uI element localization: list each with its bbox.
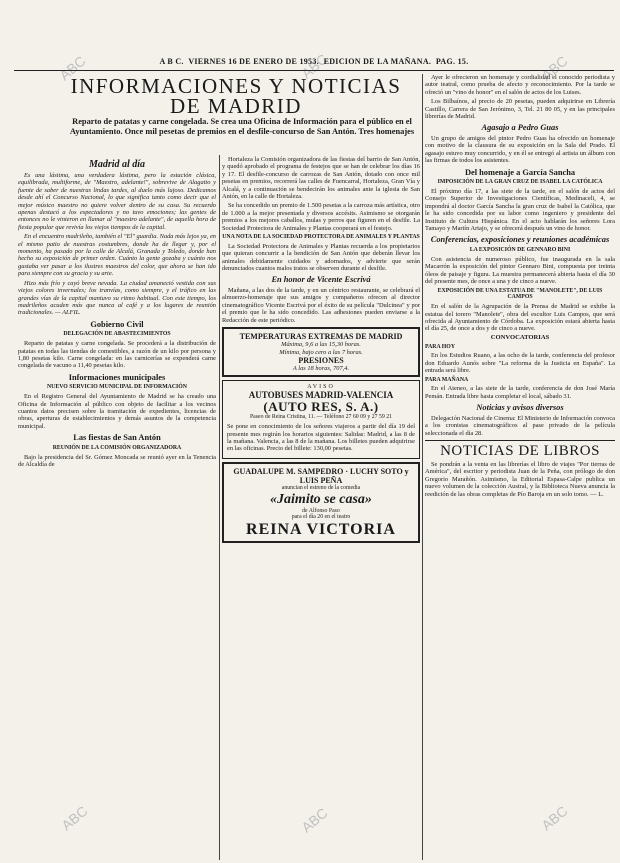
bini-subheading: LA EXPOSICIÓN DE GENNARO BINI bbox=[469, 247, 571, 254]
agasajo-text: Un grupo de amigos del pintor Pedro Guas ha ofrecido un homenaje con motivo de la clausura de su exposición en la Sala del Prado. El agasajo estuvo muy concurrido, y en él se entregó al artista un álbum con las firmas de todos los asistentes. bbox=[425, 135, 615, 165]
watermark: ABC bbox=[58, 802, 91, 834]
main-deck: Reparto de patatas y carne congelada. Se crea una Oficina de Información para el público en el Ayuntamiento. Once mil pesetas de premios en el desfile-concurso de San Antón. Tres homenajes bbox=[69, 117, 415, 136]
pressures-value: A las 18 horas, 707,4. bbox=[292, 364, 350, 372]
column-3 bbox=[425, 74, 615, 860]
running-head-date: VIERNES 16 DE ENERO DE 1953. bbox=[188, 57, 319, 66]
escriva-heading: En honor de Vicente Escrivá bbox=[271, 275, 371, 285]
fiestas-san-anton-heading: Las fiestas de San Antón bbox=[73, 433, 161, 443]
fiestas-san-anton-continued: Hortaleza la Comisión organizadora de las fiestas del barrio de San Antón, y quedó aprobado el programa de festejos que se han de celebrar los días 16 y 17. El desfile-concurso de carrozas de San Antón, dotado con once mil pesetas en premios, recorrerá las calles de Fuencarral, Hortaleza, Gran Vía y Alcalá, y a continuación se bendecirán los animales ante la iglesia de San Antón, en la calle de Hortaleza. bbox=[222, 156, 420, 201]
manolete-text: En el salón de la Agrupación de la Prensa de Madrid se exhibe la estatua del torero "Manolete", obra del escultor Luis Campos, que será ofrecida al Ayuntamiento de Córdoba. La exposición estará abierta hasta el día 25, de once a dos y de cinco a nueve. bbox=[425, 303, 615, 333]
madrid-al-dia-heading: Madrid al día bbox=[88, 159, 146, 170]
sancha-subheading: IMPOSICIÓN DE LA GRAN CRUZ DE ISABEL LA CATÓLICA bbox=[437, 179, 603, 186]
noticias-avisos-heading: Noticias y avisos diversos bbox=[476, 403, 564, 413]
protectora-text: La Sociedad Protectora de Animales y Plantas recuerda a los propietarios que quieran concurrir a la bendición de San Antón que deberán llevar los animales debidamente cuidados y adornados, y advierte que serán denunciados cuantos malos tratos se observen durante el desfile. bbox=[222, 242, 420, 273]
running-head-page: PAG. 15. bbox=[435, 57, 469, 66]
conferencias-heading: Conferencias, exposiciones y reuniones académicas bbox=[430, 235, 610, 245]
theatre-ad-author: de Alfonso Paso bbox=[302, 507, 340, 514]
theatre-ad-play: «Jaimito se casa» bbox=[270, 491, 372, 507]
watermark: ABC bbox=[298, 50, 331, 82]
bilbainos-text: Los Bilbaínos, al precio de 20 pesetas, pueden adquirirse en Librería Castillo, Carrera de San Jerónimo, 3, Tel. 21 80 05, y en las principales librerías de Madrid. bbox=[425, 98, 615, 121]
sancha-heading: Del homenaje a García Sancha bbox=[464, 167, 576, 177]
informaciones-municipales-heading: Informaciones municipales bbox=[68, 372, 166, 382]
theatre-ad-box bbox=[222, 462, 420, 543]
para-manana-label: PARA MAÑANA bbox=[425, 376, 469, 383]
bus-notice-box bbox=[222, 380, 420, 458]
para-hoy-text: En los Estudios Ruano, a las ocho de la tarde, conferencia del profesor don Eduardo Aunós sobre "La reforma de la Justicia en España". La entrada será libre. bbox=[425, 352, 615, 375]
homenaje-text: Ayer le ofrecieron un homenaje y cordialidad el conocido periodista y autor teatral, como prueba de afecto y reconocimiento. Por la tarde se ofreció un "vino de honor" en el salón de actos de los Luises. bbox=[425, 74, 615, 96]
watermark: ABC bbox=[538, 52, 571, 84]
temperatures-min: Mínima, bajo cero a las 7 horas. bbox=[279, 348, 363, 356]
column-2 bbox=[222, 156, 420, 860]
convocatorias-heading: CONVOCATORIAS bbox=[490, 333, 550, 341]
bus-notice-company: (AUTO RES, S. A.) bbox=[263, 399, 379, 415]
watermark: ABC bbox=[56, 52, 89, 84]
fiestas-san-anton-continued: Se ha concedido un premio de 1.500 pesetas a la carroza más artística, otro de 1.000 a la mejor presentada y diversos accésits. Asimismo se otorgarán premios a los mejores caballos, mulas y perros que figuren en el desfile. La Sociedad Protectora de Animales y Plantas cooperará en el festejo. bbox=[222, 202, 420, 232]
temperatures-box bbox=[222, 327, 420, 377]
theatre-ad-cast: GUADALUPE M. SAMPEDRO · LUCHY SOTO y LUIS PEÑA bbox=[233, 466, 409, 485]
bini-text: Con asistencia de numeroso público, fue inaugurada en la sala Macarrón la exposición del pintor Gennaro Bini, compuesta por treinta óleos de paisaje y figura. La muestra permanecerá abierta hasta el día 30 del presente mes, de once a una y de cinco a nueve. bbox=[425, 255, 615, 286]
watermark: ABC bbox=[298, 804, 331, 836]
running-head-edition: EDICION DE LA MAÑANA. bbox=[323, 57, 432, 66]
column-divider bbox=[219, 155, 220, 860]
escriva-text: Mañana, a las dos de la tarde, y en un céntrico restaurante, se celebrará el almuerzo-homenaje que sus amigos y compañeros ofrecen al director cinematográfico Vicente Escrivá por el éxito de su película "Dulcinea" y por el premio que le ha sido concedido. Las adhesiones pueden enviarse a la Redacción de este periódico. bbox=[222, 287, 420, 324]
pressures-title: PRESIONES bbox=[298, 355, 344, 365]
temperatures-max: Máxima, 9,6 a las 15,30 horas. bbox=[281, 341, 361, 349]
fiestas-san-anton-subheading: REUNIÓN DE LA COMISIÓN ORGANIZADORA bbox=[52, 444, 182, 451]
madrid-al-dia-text: Hizo más frío y cayó breve nevada. La ciudad amaneció vestida con sus viejos colores invernales; los tranvías, como siempre, y el tráfico en las grandes vías de la capital mantuvo su ritmo habitual. Con este tiempo, los madrileños acuden más que nunca al café y a los lugares de reunión tradicionales. — ALFIL. bbox=[18, 279, 216, 317]
protectora-heading: UNA NOTA DE LA SOCIEDAD PROTECTORA DE ANIMALES Y PLANTAS bbox=[222, 234, 420, 241]
main-title: INFORMACIONES Y NOTICIAS DE MADRID bbox=[70, 74, 402, 118]
fiestas-san-anton-text: Bajo la presidencia del Sr. Gómez Moncada se reunió ayer en la Tenencia de Alcaldía de bbox=[18, 453, 216, 468]
agasajo-heading: Agasajo a Pedro Guas bbox=[481, 123, 559, 133]
madrid-al-dia-text: En el encuentro madrileño, también el "El" guardia. Nada más lejos ya, en el mismo patio de nuestras costumbres, donde ha de llegar y, por el momento, ha pasado por la calle de Alcalá, Granada y Toledo, donde han hecho su exposición de primer orden. Cuánto la gente gozaba y cuánto nos gustaba ver pasar a los ilustres maestros del color, que ahora se han ido para siempre con su gracia y su arte. bbox=[18, 233, 216, 278]
para-hoy-label: PARA HOY bbox=[425, 343, 456, 350]
gobierno-civil-text: Reparto de patatas y carne congelada. Se procederá a la distribución de patatas en todas las tiendas de comestibles, a razón de un kilo por persona y 1,80 pesetas kilo. Carne congelada: en las carnicerías se expenderá carne congelada de vacuno a 11,40 pesetas kilo. bbox=[18, 340, 216, 370]
theatre-ad-announce: anuncian el estreno de la comedia bbox=[281, 484, 361, 491]
para-manana-text: En el Ateneo, a las siete de la tarde, conferencia de don José María Pemán. Entrada libre hasta completar el local, sábado 31. bbox=[425, 385, 615, 400]
watermark: ABC bbox=[538, 802, 571, 834]
bus-notice-title: AUTOBUSES MADRID-VALENCIA bbox=[248, 390, 394, 401]
noticias-libros-heading: NOTICIAS DE LIBROS bbox=[425, 440, 615, 459]
column-1 bbox=[18, 156, 216, 860]
temperatures-title: TEMPERATURAS EXTREMAS DE MADRID bbox=[239, 332, 403, 342]
madrid-al-dia-text: Es una lástima, una verdadera lástima, pero la estación clásica, equilibrada, multiforme, de "Maestro, adelante!", sobrevive de Alagaito y fuente de saber de nuestras lindas tardes, al duelo más lujoso. Dedicamos desde ahí el Concurso Nacional, lo que significa tanto como decir que el mejor músico maestro no quiere volver dentro de su casa. Su recuerdo apenas destacó a los espectadores y no tuvo emociones; las gentes de entonces no le vinieron en llamar al "maestro adelante", de aquella hora de fiesta popular que revivía los viejos tiempos de la capital. bbox=[18, 172, 216, 231]
running-head-pub: A B C. bbox=[159, 57, 184, 66]
sancha-text: El próximo día 17, a las siete de la tarde, en el salón de actos del Consejo Superior de Investigaciones Científicas, Medinaceli, 4, se impondrá al doctor García Sancha la gran cruz de Isabel la Católica, que le ha sido concedida por su labor como ingeniero y presidente del Instituto de Cultura Hispánica. En el acto hablarán los señores Lora Tamayo y Martín Artajo, y se ofrecerá después un vino de honor. bbox=[425, 188, 615, 233]
bus-notice-address: Paseo de Reina Cristina, 11. — Teléfono 27 60 09 y 27 59 21 bbox=[249, 414, 393, 421]
noticias-avisos-text: Delegación Nacional de Cinema: El Ministerio de Información convoca a los cronistas cinematográficos al pase privado de la película seleccionada el día 28. bbox=[425, 414, 615, 437]
theatre-ad-date: para el día 20 en el teatro bbox=[291, 514, 351, 521]
column-divider bbox=[422, 74, 423, 860]
theatre-ad-venue: REINA VICTORIA bbox=[246, 521, 396, 539]
gobierno-civil-subheading: DELEGACIÓN DE ABASTECIMIENTOS bbox=[63, 331, 171, 338]
informaciones-municipales-text: En el Registro General del Ayuntamiento de Madrid se ha creado una Oficina de Información al público con objeto de facilitar a los vecinos cuantos datos precisen sobre la tramitación de expedientes, licencias de obras, aperturas de establecimientos y demás asuntos de la competencia municipal. bbox=[18, 393, 216, 430]
gobierno-civil-heading: Gobierno Civil bbox=[90, 319, 144, 329]
informaciones-municipales-subheading: NUEVO SERVICIO MUNICIPAL DE INFORMACIÓN bbox=[47, 384, 187, 391]
manolete-subheading: EXPOSICIÓN DE UNA ESTATUA DE "MANOLETE", DE LUIS CAMPOS bbox=[437, 287, 603, 301]
notice-label: AVISO bbox=[307, 384, 335, 391]
noticias-libros-text: Se pondrán a la venta en las librerías el libro de viajes "Por tierras de América", del escritor y periodista Juan de la Peña, con prólogo de don Gregorio Marañón. Asimismo, la Editorial Espasa-Calpe publica un nuevo volumen de la colección Austral, y la Biblioteca Nueva anuncia la reedición de las obras completas de Pío Baroja en un solo tomo. — L. bbox=[425, 460, 615, 498]
bus-notice-text: Se pone en conocimiento de los señores viajeros a partir del día 19 del presente mes regirán los horarios siguientes: Salidas: Madrid, a las 8 de la mañana. Valencia, a las 8 de la mañana. Los billetes pueden adquirirse en las oficinas. Precio del billete: 130,00 pesetas. bbox=[227, 423, 415, 453]
